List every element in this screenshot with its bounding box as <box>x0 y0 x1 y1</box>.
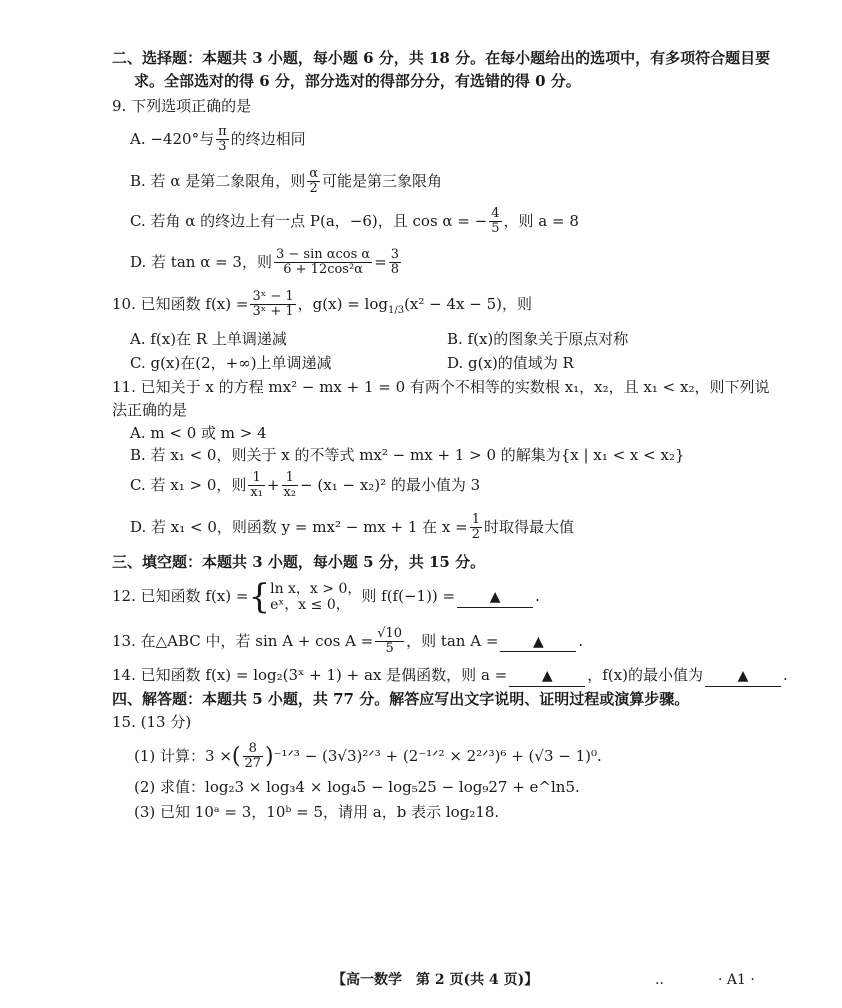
q11-option-b: B. 若 x₁ < 0，则关于 x 的不等式 mx² − mx + 1 > 0 的解集为{x | x₁ < x < x₂} <box>130 446 685 464</box>
q9-b-den: 2 <box>309 181 318 197</box>
q15-p1-num: 8 <box>243 742 264 757</box>
q15-p1-fraction <box>243 742 264 772</box>
q9-d-rnum: 3 <box>390 247 400 262</box>
q15-p1-paren-open: ( <box>231 744 241 770</box>
footer-code: · A1 · <box>718 972 755 988</box>
q13-blank-mark: ▲ <box>533 633 544 650</box>
q10-stem <box>112 290 532 320</box>
q14-blank-mark-min: ▲ <box>737 668 749 684</box>
q9-c-post: ，则 a = 8 <box>503 211 579 230</box>
q12-case2: eˣ，x ≤ 0， <box>270 597 350 613</box>
q11-c-n2: 1 <box>282 471 299 486</box>
q12-blank-mark: ▲ <box>489 589 501 605</box>
footer-dots: .. <box>655 972 664 988</box>
q12-pre: 12. 已知函数 f(x) = <box>112 587 249 605</box>
q9-a-pre: A. −420°与 <box>130 129 215 148</box>
q13-den: 5 <box>385 641 394 657</box>
q9-b-fraction <box>307 167 320 197</box>
q12-answer-blank[interactable] <box>457 587 533 608</box>
q14-blank-mark-a: ▲ <box>541 668 553 684</box>
q10-log-base: 1/3 <box>387 304 405 316</box>
q13-num: √10 <box>377 626 403 641</box>
q12-case1: ln x，x > 0， <box>270 580 362 597</box>
q12-end: . <box>535 587 540 605</box>
q11-d-num: 1 <box>471 512 481 527</box>
q11-c-pre: C. 若 x₁ > 0，则 <box>130 475 247 494</box>
q9-c-den: 5 <box>491 221 500 237</box>
q9-stem: 9. 下列选项正确的是 <box>112 97 252 115</box>
section-4-header: 四、解答题：本题共 5 小题，共 77 分。解答应写出文字说明、证明过程或演算步骤。 <box>112 690 690 708</box>
q9-option-b <box>130 167 442 197</box>
q9-a-num: π <box>218 124 227 139</box>
q12-post: 则 f(f(−1)) = <box>361 587 456 605</box>
q11-c-fraction1 <box>248 471 265 501</box>
q13-post: ，则 tan A = <box>406 631 499 650</box>
q14-mid: ，f(x)的最小值为 <box>587 666 703 684</box>
q11-c-plus: + <box>266 475 280 494</box>
q11-stem-line1: 11. 已知关于 x 的方程 mx² − mx + 1 = 0 有两个不相等的实数根 x₁，x₂，且 x₁ < x₂，则下列说 <box>112 378 770 396</box>
q11-c-d2: x₂ <box>283 485 297 501</box>
q10-f-den: 3ˣ + 1 <box>252 304 294 320</box>
q10-f-num: 3ˣ − 1 <box>252 289 294 304</box>
q9-d-num: 3 − sin αcos α <box>275 247 371 262</box>
q12-cases <box>270 581 361 613</box>
q10-stem-end: (x² − 4x − 5)，则 <box>404 294 533 313</box>
q9-a-den: 3 <box>218 139 227 155</box>
q13-end: . <box>578 631 584 650</box>
q9-b-post: 可能是第三象限角 <box>322 171 443 190</box>
q11-d-den: 2 <box>471 527 481 543</box>
q9-d-eq: = <box>374 252 387 271</box>
q9-a-post: 的终边相同 <box>230 129 306 148</box>
q9-option-a <box>130 125 306 155</box>
q11-d-pre: D. 若 x₁ < 0，则函数 y = mx² − mx + 1 在 x = <box>130 517 468 536</box>
q15-part3: (3) 已知 10ᵃ = 3，10ᵇ = 5，请用 a，b 表示 log₂18. <box>134 803 500 821</box>
q11-stem-line2: 法正确的是 <box>112 401 188 419</box>
q11-c-d1: x₁ <box>250 485 263 501</box>
q14-end: . <box>782 666 788 684</box>
q15-stem: 15. (13 分) <box>112 713 192 731</box>
q9-b-pre: B. 若 α 是第二象限角，则 <box>130 171 306 190</box>
q9-a-fraction <box>216 125 229 155</box>
q10-stem-pre: 10. 已知函数 f(x) = <box>112 294 249 313</box>
q9-option-c <box>130 207 579 237</box>
section-2-header-line1: 二、选择题：本题共 3 小题，每小题 6 分，共 18 分。在每小题给出的选项中，有多项符合题目要 <box>112 49 771 67</box>
q9-c-pre: C. 若角 α 的终边上有一点 P(a，−6)，且 cos α = − <box>130 211 488 230</box>
q11-d-post: 时取得最大值 <box>484 517 575 536</box>
q11-option-c <box>130 471 480 501</box>
q10-option-a: A. f(x)在 R 上单调递减 <box>130 330 287 348</box>
q10-option-d: D. g(x)的值域为 R <box>447 354 574 372</box>
q11-d-fraction <box>470 513 482 543</box>
q14-pre: 14. 已知函数 f(x) = log₂(3ˣ + 1) + ax 是偶函数，则 a = <box>112 666 508 684</box>
section-2-header-line2: 求。全部选对的得 6 分，部分选对的得部分分，有选错的得 0 分。 <box>134 72 581 90</box>
section-3-header: 三、填空题：本题共 3 小题，每小题 5 分，共 15 分。 <box>112 553 486 571</box>
q11-option-d <box>130 513 574 543</box>
q13-answer-blank[interactable] <box>500 632 576 653</box>
q12-brace: { <box>248 577 271 617</box>
q15-p1-pre: (1) 计算：3 × <box>134 746 232 765</box>
q11-option-a: A. m < 0 或 m > 4 <box>130 424 267 442</box>
q9-b-num: α <box>309 166 319 181</box>
q10-f-fraction <box>250 290 295 320</box>
q9-d-pre: D. 若 tan α = 3，则 <box>130 252 272 271</box>
q9-c-num: 4 <box>491 206 500 221</box>
q12-line <box>112 577 540 617</box>
q14-answer-blank-a[interactable] <box>509 666 585 687</box>
q13-line <box>112 627 583 657</box>
q15-p1-post: ⁻¹ᐟ³ − (3√3)²ᐟ³ + (2⁻¹ᐟ² × 2²ᐟ³)⁶ + (√3 − 1)⁰. <box>273 746 602 765</box>
q9-d-fraction <box>274 248 372 278</box>
q15-p1-den: 27 <box>244 756 262 772</box>
q14-answer-blank-min[interactable] <box>705 666 781 687</box>
q15-p1-paren-close: ) <box>265 744 274 770</box>
q10-option-b: B. f(x)的图象关于原点对称 <box>447 330 629 348</box>
q13-pre: 13. 在△ABC 中，若 sin A + cos A = <box>112 631 374 650</box>
q15-part2: (2) 求值：log₂3 × log₃4 × log₄5 − log₅25 − log₉27 + e^ln5. <box>134 778 580 796</box>
q11-c-n1: 1 <box>248 471 265 486</box>
q15-part1 <box>134 742 602 772</box>
q14-line <box>112 666 788 687</box>
q11-c-fraction2 <box>282 471 299 501</box>
footer-page-info: 【高一数学 第 2 页(共 4 页)】 <box>332 972 539 988</box>
q10-option-c: C. g(x)在(2，+∞)上单调递减 <box>130 354 332 372</box>
q9-d-den: 6 + 12cos²α <box>283 262 363 278</box>
q11-c-post: − (x₁ − x₂)² 的最小值为 3 <box>300 475 481 494</box>
q9-option-d <box>130 248 403 278</box>
q13-fraction <box>375 627 404 657</box>
q10-stem-post: ，g(x) = log <box>297 294 388 313</box>
q9-d-result-fraction <box>389 248 401 278</box>
q9-c-fraction <box>489 207 501 237</box>
q9-d-rden: 8 <box>390 262 400 278</box>
